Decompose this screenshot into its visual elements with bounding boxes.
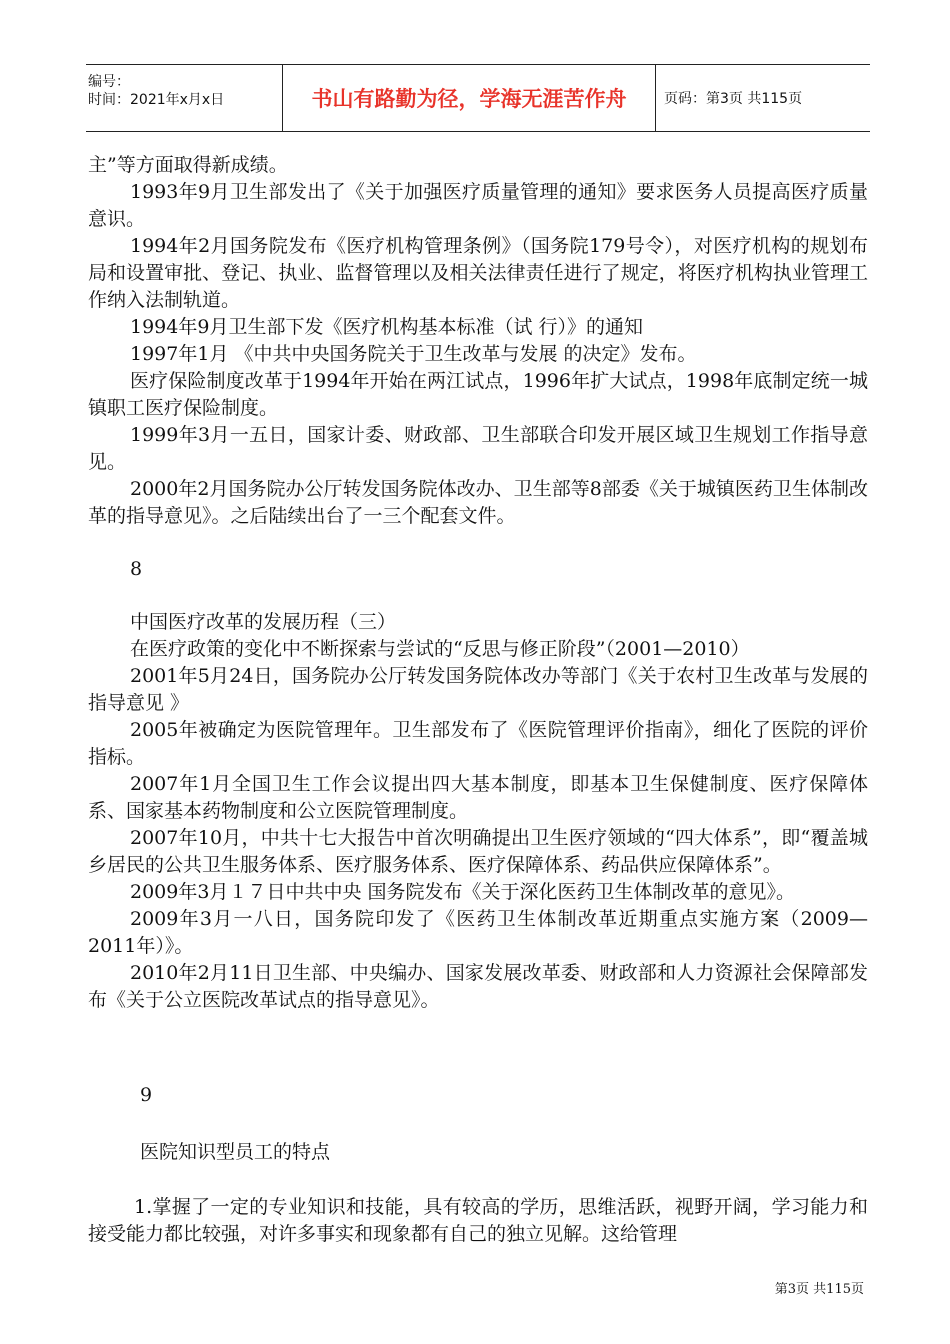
header-meta bbox=[86, 65, 282, 131]
header-motto: 书山有路勤为径，学海无涯苦作舟 bbox=[282, 65, 656, 131]
paragraph: 2010年2月11日卫生部、中央编办、国家发展改革委、财政部和人力资源社会保障部发布《关于公立医院改革试点的指导意见》。 bbox=[88, 962, 868, 1011]
paragraph: 2007年1月全国卫生工作会议提出四大基本制度，即基本卫生保健制度、医疗保障体系、国家基本药物制度和公立医院管理制度。 bbox=[88, 773, 868, 822]
document-body bbox=[88, 152, 868, 1248]
paragraph: 2009年3月１７日中共中央 国务院发布《关于深化医药卫生体制改革的意见》。 bbox=[130, 881, 795, 903]
paragraph: 2000年2月国务院办公厅转发国务院体改办、卫生部等8部委《关于城镇医药卫生体制改革的指导意见》。之后陆续出台了一三个配套文件。 bbox=[88, 478, 868, 527]
page-footer: 第3页 共115页 bbox=[774, 1282, 864, 1297]
slide-number-9: 9 bbox=[140, 1084, 153, 1106]
paragraph: 医疗保险制度改革于1994年开始在两江试点，1996年扩大试点，1998年底制定统一城镇职工医疗保险制度。 bbox=[88, 370, 868, 419]
list-item: 1.掌握了一定的专业知识和技能，具有较高的学历，思维活跃，视野开阔，学习能力和接受能力都比较强，对许多事实和现象都有自己的独立见解。这给管理 bbox=[88, 1196, 868, 1245]
paragraph: 2001年5月24日，国务院办公厅转发国务院体改办等部门《关于农村卫生改革与发展的指导意见 》 bbox=[88, 665, 868, 714]
paragraph: 1994年9月卫生部下发《医疗机构基本标准（试 行）》的通知 bbox=[130, 316, 643, 338]
paragraph: 2009年3月一八日，国务院印发了《医药卫生体制改革近期重点实施方案（2009—2011年）》。 bbox=[88, 908, 868, 957]
paragraph: 1999年3月一五日，国家计委、财政部、卫生部联合印发开展区域卫生规划工作指导意见。 bbox=[88, 424, 868, 473]
header-page-info: 页码：第3页 共115页 bbox=[664, 91, 803, 107]
paragraph: 1993年9月卫生部发出了《关于加强医疗质量管理的通知》要求医务人员提高医疗质量意识。 bbox=[88, 181, 868, 230]
slide-number-8: 8 bbox=[130, 558, 143, 580]
number-label: 编号： bbox=[88, 74, 130, 90]
paragraph: 1997年1月 《中共中央国务院关于卫生改革与发展 的决定》发布。 bbox=[130, 343, 697, 365]
section-title: 医院知识型员工的特点 bbox=[140, 1141, 331, 1163]
page-header bbox=[86, 64, 870, 132]
paragraph: 主”等方面取得新成绩。 bbox=[88, 154, 288, 176]
paragraph: 1994年2月国务院发布《医疗机构管理条例》（国务院179号令），对医疗机构的规划布局和设置审批、登记、执业、监督管理以及相关法律责任进行了规定，将医疗机构执业管理工作纳入法制轨道。 bbox=[88, 235, 868, 311]
paragraph: 2007年10月，中共十七大报告中首次明确提出卫生医疗领域的“四大体系”，即“覆盖城乡居民的公共卫生服务体系、医疗服务体系、医疗保障体系、药品供应保障体系”。 bbox=[88, 827, 868, 876]
date-label: 时间：2021年x月x日 bbox=[88, 92, 225, 108]
section-heading: 中国医疗改革的发展历程（三） bbox=[130, 611, 397, 633]
paragraph: 在医疗政策的变化中不断探索与尝试的“反思与修正阶段”（2001—2010） bbox=[130, 638, 750, 660]
paragraph: 2005年被确定为医院管理年。卫生部发布了《医院管理评价指南》，细化了医院的评价指标。 bbox=[88, 719, 868, 768]
